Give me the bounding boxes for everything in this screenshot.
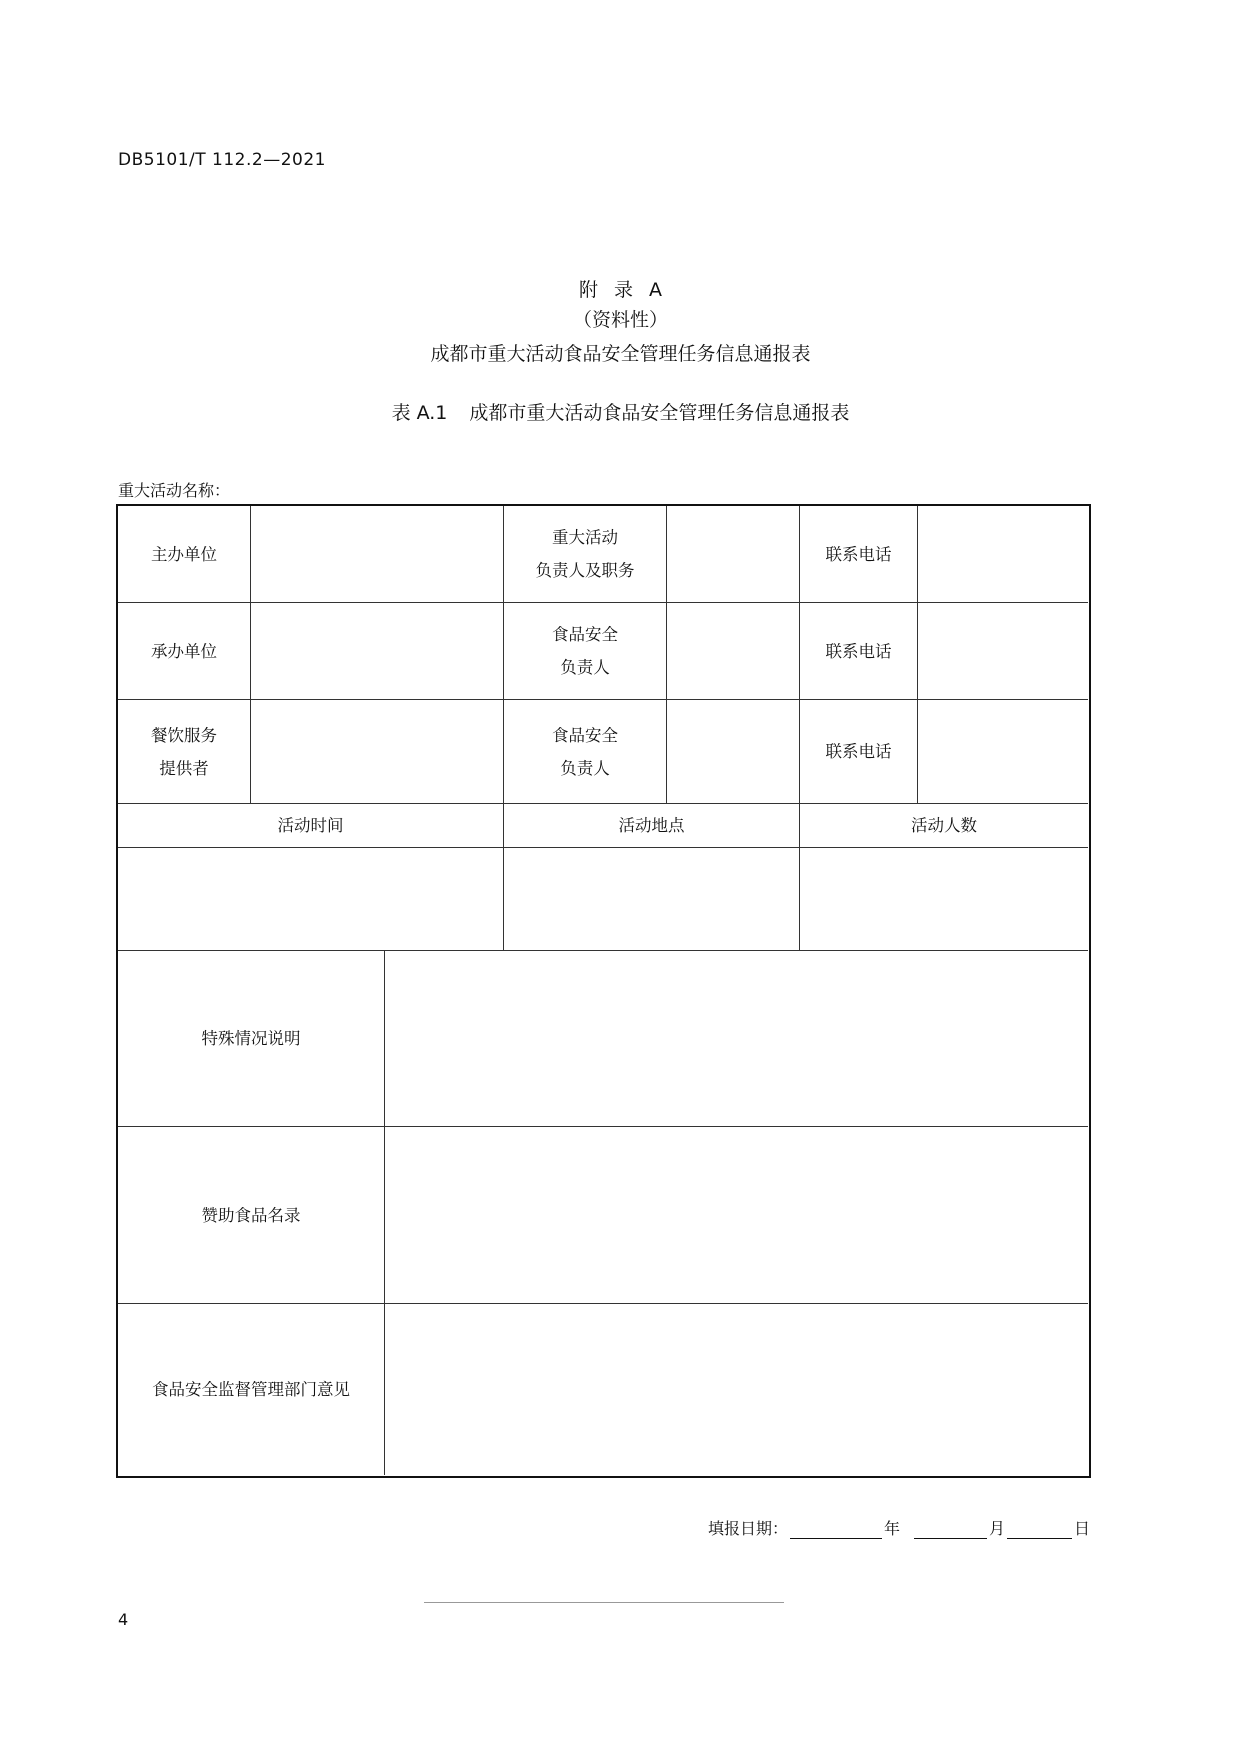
contact-phone-field[interactable] <box>918 506 1088 603</box>
event-location-field[interactable] <box>504 848 800 951</box>
attendee-count-label: 活动人数 <box>800 804 1088 848</box>
event-leader-label <box>504 506 667 603</box>
food-safety-leader-field[interactable] <box>667 603 800 700</box>
food-safety-leader-line2: 负责人 <box>560 658 610 677</box>
table-title <box>0 398 1241 425</box>
footer-divider <box>424 1602 784 1603</box>
catering-provider-line1: 餐饮服务 <box>151 725 217 745</box>
attendee-count-field[interactable] <box>800 848 1088 951</box>
catering-provider-line2: 提供者 <box>159 758 209 778</box>
appendix-name: 成都市重大活动食品安全管理任务信息通报表 <box>430 343 811 365</box>
event-time-field[interactable] <box>118 848 504 951</box>
sponsored-food-list-field[interactable] <box>385 1127 1088 1304</box>
food-safety-leader-label <box>504 603 667 700</box>
fill-date-day-field[interactable] <box>1007 1518 1072 1539</box>
host-unit-field[interactable] <box>251 506 504 603</box>
special-notes-label: 特殊情况说明 <box>118 951 385 1127</box>
appendix-title-part: 附 <box>578 279 598 301</box>
regulator-opinion-label: 食品安全监督管理部门意见 <box>118 1304 385 1475</box>
catering-provider-field[interactable] <box>251 700 504 804</box>
fill-date <box>708 1516 1090 1539</box>
fill-date-year-label: 年 <box>883 1519 900 1538</box>
contact-phone-label: 联系电话 <box>800 700 918 804</box>
fill-date-month-field[interactable] <box>914 1518 987 1539</box>
table-title-text: 成都市重大活动食品安全管理任务信息通报表 <box>469 402 850 424</box>
info-report-table <box>116 504 1091 1478</box>
contact-phone-label: 联系电话 <box>800 603 918 700</box>
host-unit-label: 主办单位 <box>118 506 251 603</box>
event-leader-label-line2: 负责人及职务 <box>535 561 635 580</box>
fill-date-month-label: 月 <box>988 1519 1005 1538</box>
appendix-title <box>0 275 1241 302</box>
appendix-title-part: 录 <box>614 279 634 301</box>
fill-date-day-label: 日 <box>1073 1519 1090 1538</box>
page-number: 4 <box>118 1610 129 1629</box>
food-safety-leader-line1: 食品安全 <box>552 625 618 644</box>
food-safety-leader-field[interactable] <box>667 700 800 804</box>
special-notes-field[interactable] <box>385 951 1088 1127</box>
event-leader-label-line1: 重大活动 <box>552 528 618 547</box>
contact-phone-field[interactable] <box>918 700 1088 804</box>
regulator-opinion-field[interactable] <box>385 1304 1088 1475</box>
event-leader-field[interactable] <box>667 506 800 603</box>
organizer-unit-label: 承办单位 <box>118 603 251 700</box>
fill-date-year-field[interactable] <box>790 1518 882 1539</box>
sponsored-food-list-label: 赞助食品名录 <box>118 1127 385 1304</box>
fill-date-label: 填报日期： <box>707 1519 788 1538</box>
event-location-label: 活动地点 <box>504 804 800 848</box>
contact-phone-field[interactable] <box>918 603 1088 700</box>
food-safety-leader-line2: 负责人 <box>560 758 610 778</box>
document-number: DB5101/T 112.2—2021 <box>118 150 326 170</box>
event-time-label: 活动时间 <box>118 804 504 848</box>
organizer-unit-field[interactable] <box>251 603 504 700</box>
contact-phone-label: 联系电话 <box>800 506 918 603</box>
food-safety-leader-label <box>504 700 667 804</box>
catering-provider-label <box>118 700 251 804</box>
event-name-label: 重大活动名称： <box>118 481 231 500</box>
table-number: 表 A.1 <box>391 402 448 424</box>
appendix-title-part: A <box>649 279 663 301</box>
appendix-subtitle: （资料性） <box>572 309 668 331</box>
food-safety-leader-line1: 食品安全 <box>552 725 618 745</box>
